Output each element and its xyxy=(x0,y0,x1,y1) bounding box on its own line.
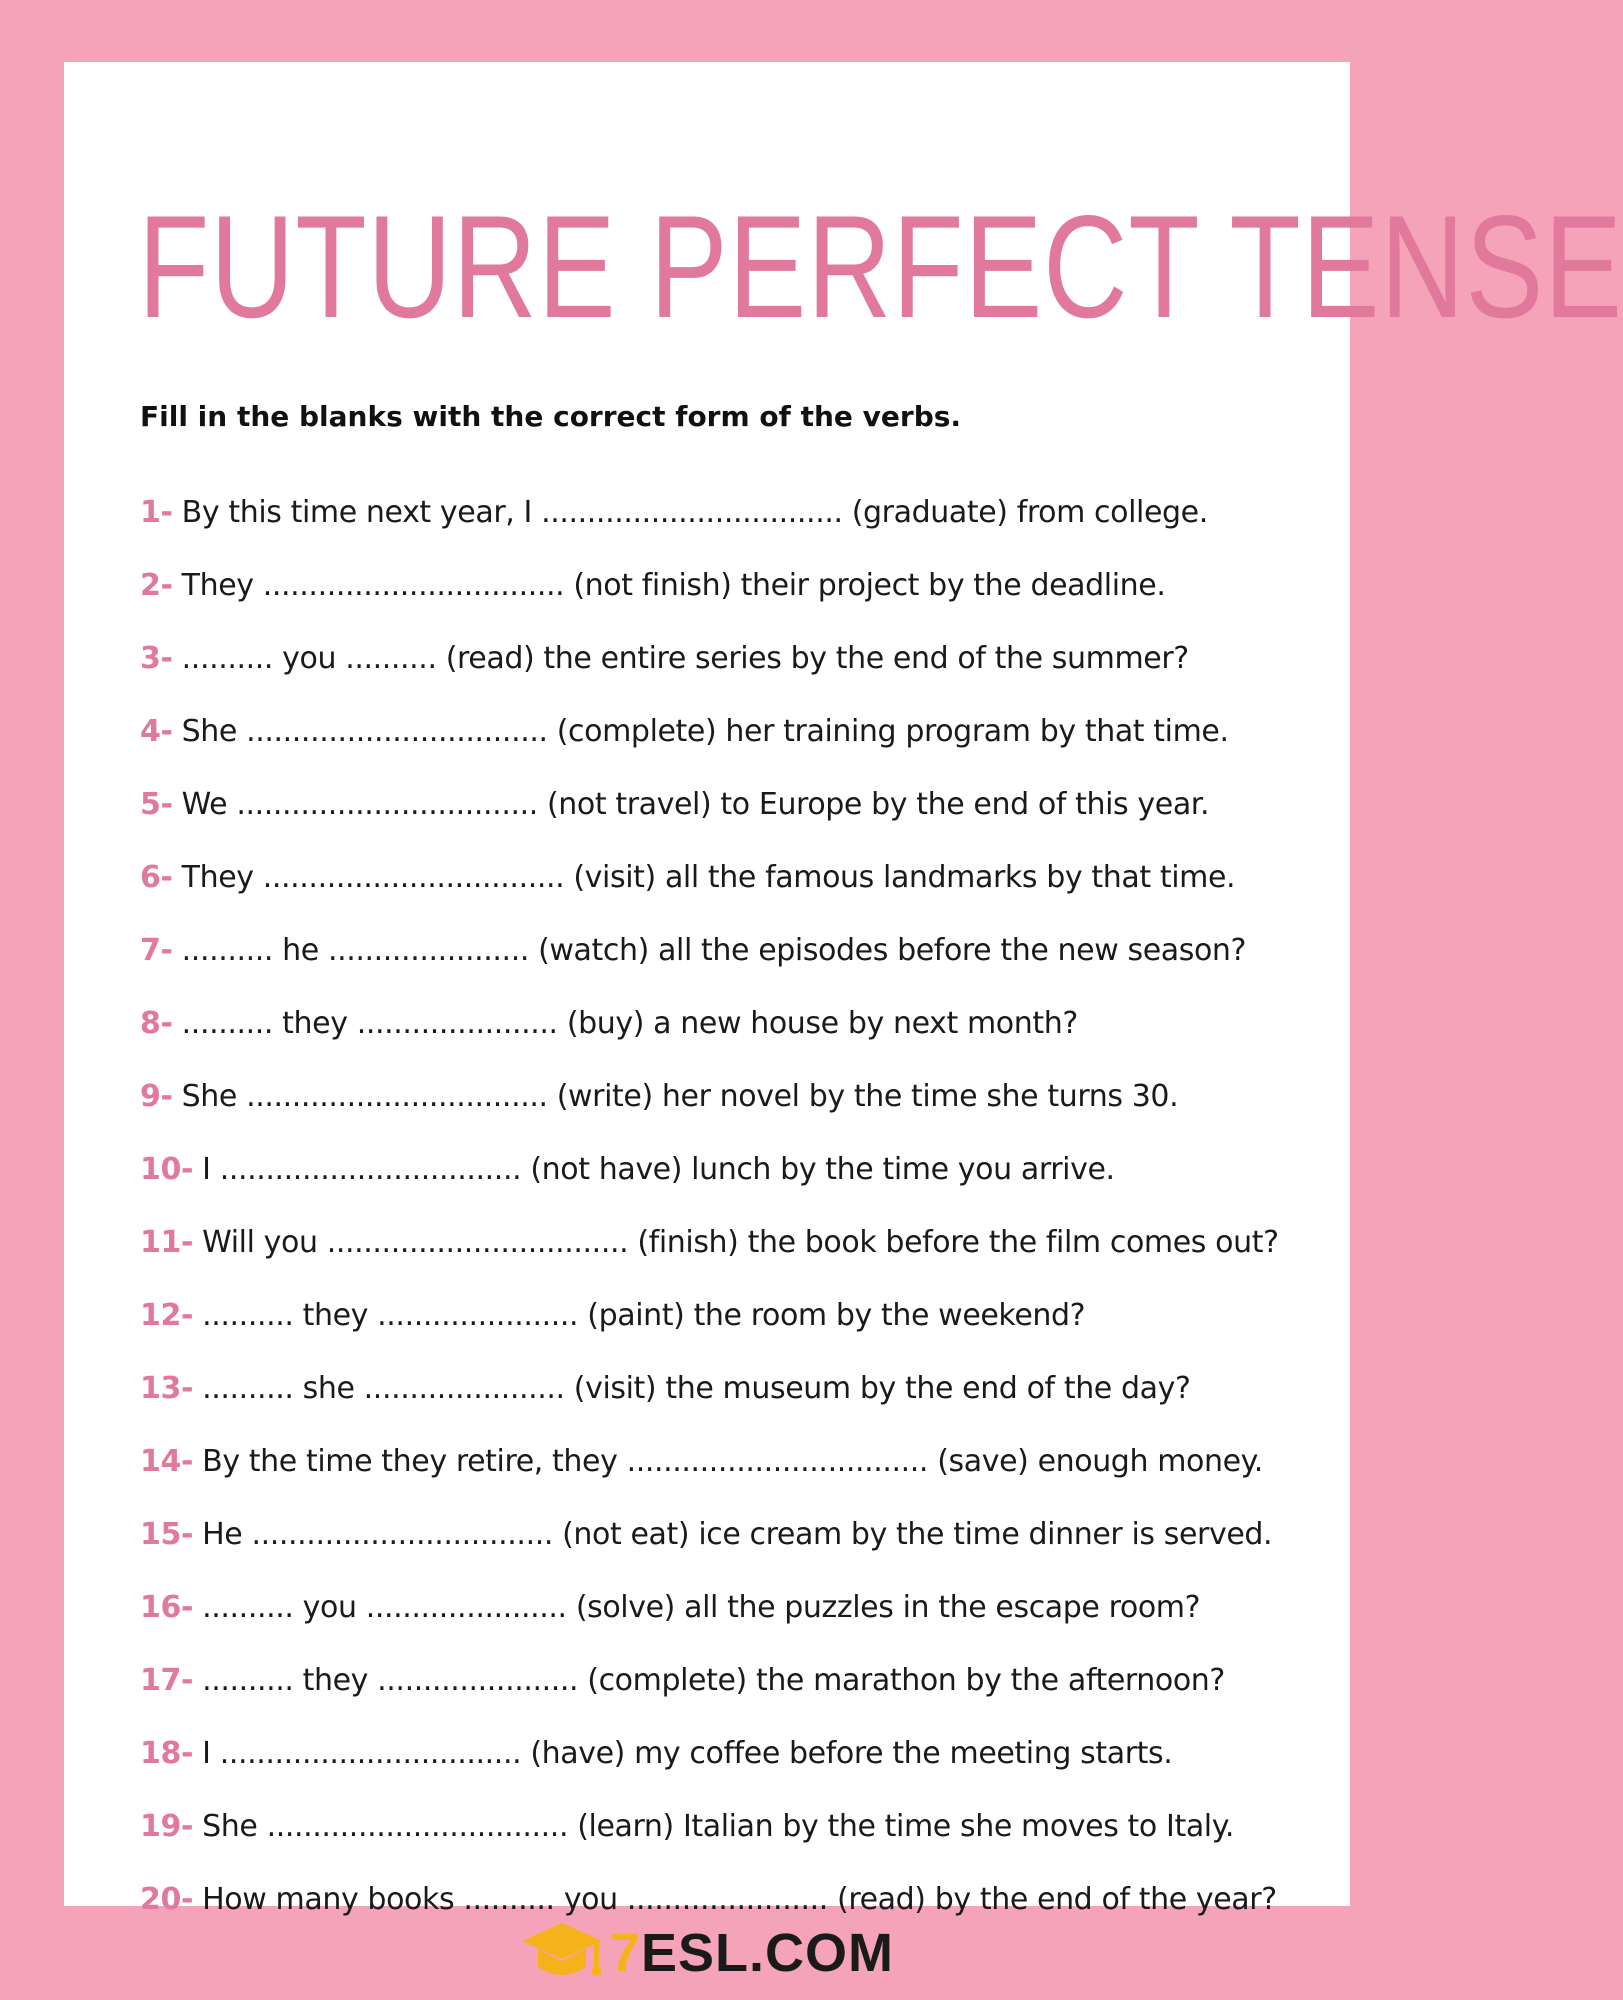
item-text: .......... they ...................... (paint) the room by the weekend? xyxy=(193,1298,1086,1333)
item-text: I ................................. (not have) lunch by the time you arrive. xyxy=(193,1152,1115,1187)
item-number: 19- xyxy=(140,1809,193,1844)
logo-name: ESL.COM xyxy=(641,1923,895,1983)
exercise-item xyxy=(140,1070,1340,1143)
item-number: 8- xyxy=(140,1006,173,1041)
item-number: 15- xyxy=(140,1517,193,1552)
item-number: 17- xyxy=(140,1663,193,1698)
item-text: .......... he ...................... (watch) all the episodes before the new season? xyxy=(172,933,1247,968)
exercise-item xyxy=(140,1362,1340,1435)
item-number: 5- xyxy=(140,787,173,822)
logo-text xyxy=(610,1922,894,1984)
item-text: I ................................. (have) my coffee before the meeting starts. xyxy=(193,1736,1173,1771)
exercise-item xyxy=(140,1727,1340,1800)
footer xyxy=(0,1906,1414,2000)
item-text: She ................................. (learn) Italian by the time she moves to Italy. xyxy=(193,1809,1234,1844)
item-number: 14- xyxy=(140,1444,193,1479)
exercise-item xyxy=(140,778,1340,851)
exercise-item xyxy=(140,1654,1340,1727)
exercise-list xyxy=(140,486,1340,1946)
item-text: .......... they ...................... (complete) the marathon by the afternoon? xyxy=(193,1663,1225,1698)
item-text: We ................................. (not travel) to Europe by the end of this year. xyxy=(172,787,1210,822)
worksheet-card xyxy=(64,62,1623,1917)
logo-seven: 7 xyxy=(609,1923,642,1983)
item-text: They ................................. (not finish) their project by the deadline. xyxy=(172,568,1166,603)
item-number: 6- xyxy=(140,860,173,895)
item-text: By the time they retire, they ................................. (save) enough money. xyxy=(193,1444,1263,1479)
item-number: 12- xyxy=(140,1298,193,1333)
item-number: 2- xyxy=(140,568,173,603)
item-number: 9- xyxy=(140,1079,173,1114)
exercise-item xyxy=(140,1143,1340,1216)
item-text: .......... they ...................... (buy) a new house by next month? xyxy=(172,1006,1078,1041)
exercise-item xyxy=(140,1508,1340,1581)
exercise-item xyxy=(140,997,1340,1070)
item-text: By this time next year, I ................................. (graduate) from college. xyxy=(172,495,1208,530)
item-number: 11- xyxy=(140,1225,193,1260)
exercise-item xyxy=(140,1435,1340,1508)
exercise-item xyxy=(140,1289,1340,1362)
item-text: .......... you .......... (read) the entire series by the end of the summer? xyxy=(172,641,1189,676)
item-text: They ................................. (visit) all the famous landmarks by that time. xyxy=(172,860,1236,895)
item-number: 18- xyxy=(140,1736,193,1771)
exercise-item xyxy=(140,1800,1340,1873)
item-text: Will you ................................. (finish) the book before the film comes out? xyxy=(193,1225,1279,1260)
page-title: FUTURE PERFECT TENSE xyxy=(138,185,1623,348)
item-text: She ................................. (complete) her training program by that time. xyxy=(172,714,1229,749)
item-number: 3- xyxy=(140,641,173,676)
exercise-item xyxy=(140,1581,1340,1654)
exercise-item xyxy=(140,851,1340,924)
item-text: .......... you ...................... (solve) all the puzzles in the escape room? xyxy=(193,1590,1201,1625)
instruction-text: Fill in the blanks with the correct form of the verbs. xyxy=(140,400,962,433)
exercise-item xyxy=(140,559,1340,632)
exercise-item xyxy=(140,632,1340,705)
item-text: .......... she ...................... (visit) the museum by the end of the day? xyxy=(193,1371,1191,1406)
item-number: 13- xyxy=(140,1371,193,1406)
exercise-item xyxy=(140,924,1340,997)
item-number: 1- xyxy=(140,495,173,530)
item-text: She ................................. (write) her novel by the time she turns 30. xyxy=(172,1079,1179,1114)
item-number: 10- xyxy=(140,1152,193,1187)
exercise-item xyxy=(140,486,1340,559)
graduation-cap-icon xyxy=(520,1917,604,1989)
item-number: 7- xyxy=(140,933,173,968)
item-text: He ................................. (not eat) ice cream by the time dinner is served. xyxy=(193,1517,1273,1552)
item-text: How many books .......... you ...................... (read) by the end of the year? xyxy=(193,1882,1277,1917)
item-number: 20- xyxy=(140,1882,193,1917)
exercise-item xyxy=(140,1216,1340,1289)
brand-logo xyxy=(520,1917,894,1989)
item-number: 4- xyxy=(140,714,173,749)
exercise-item xyxy=(140,705,1340,778)
item-number: 16- xyxy=(140,1590,193,1625)
